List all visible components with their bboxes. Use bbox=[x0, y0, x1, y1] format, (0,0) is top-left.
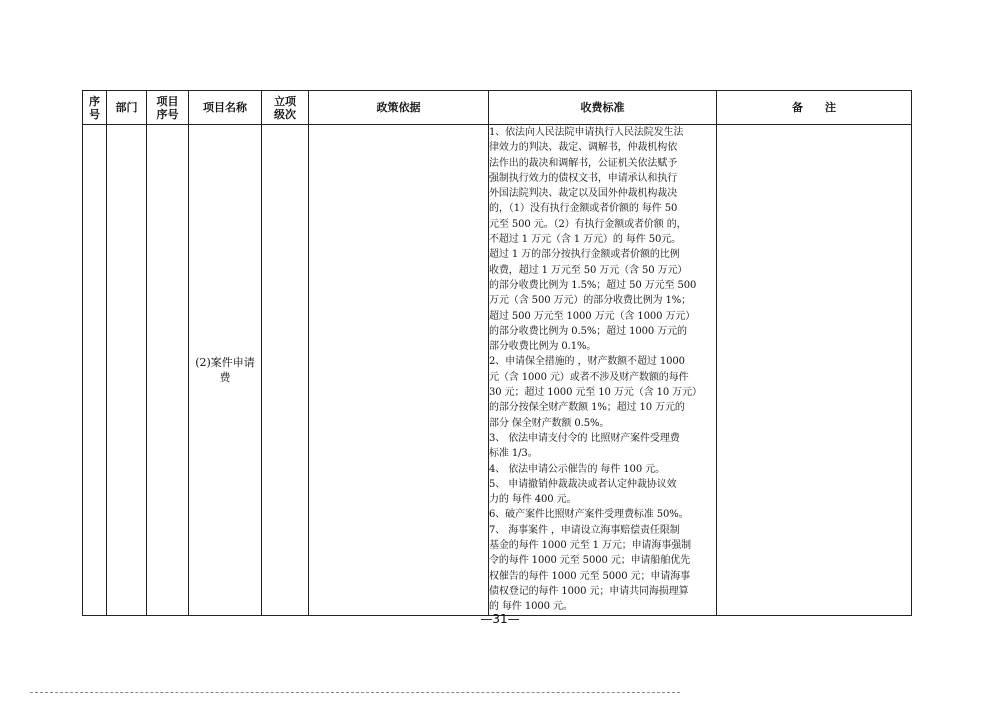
header-item-seq: 项目 序号 bbox=[147, 91, 189, 125]
fee-standard-line: 的，（1）没有执行金额或者价额的 每件 50 bbox=[489, 203, 678, 215]
fee-standard-line: 不超过 1 万元（含 1 万元）的 每件 50元。 bbox=[489, 234, 682, 246]
cell-item-seq bbox=[147, 125, 189, 616]
fee-standard-line: 1、依法向人民法院申请执行人民法院发生法 bbox=[489, 127, 684, 138]
header-remarks: 备 注 bbox=[717, 91, 912, 125]
fee-standard-line: 标准 1/3。 bbox=[489, 448, 538, 460]
cell-level bbox=[262, 125, 309, 616]
header-level: 立项 级次 bbox=[262, 91, 309, 125]
page-number: —31— bbox=[480, 612, 520, 626]
fee-standard-line: 的部分收费比例为 0.5%；超过 1000 万元的 bbox=[489, 325, 687, 337]
fee-standard-line: 收费，超过 1 万元至 50 万元（含 50 万元） bbox=[489, 264, 688, 276]
header-policy: 政策依据 bbox=[309, 91, 489, 125]
cell-standard bbox=[489, 125, 717, 616]
fee-table bbox=[82, 90, 912, 616]
cell-remarks bbox=[717, 125, 912, 616]
fee-standard-line: 的部分收费比例为 1.5%；超过 50 万元至 500 bbox=[489, 279, 697, 291]
fee-standard-line: 力的 每件 400 元。 bbox=[489, 494, 577, 506]
fee-standard-line: 超过 1 万的部分按执行金额或者价额的比例 bbox=[489, 249, 680, 261]
fee-standard-line: 3、 依法申请支付令的 比照财产案件受理费 bbox=[489, 432, 680, 444]
header-standard: 收费标准 bbox=[489, 91, 717, 125]
header-seq: 序 号 bbox=[83, 91, 107, 125]
fee-standard-line: 部分收费比例为 0.1%。 bbox=[489, 341, 597, 353]
fee-standard-line: 的 每件 1000 元。 bbox=[489, 601, 573, 613]
fee-standard-line: 法作出的裁决和调解书，公证机关依法赋予 bbox=[489, 157, 678, 169]
fee-standard-line: 30 元；超过 1000 元至 10 万元（含 10 万元） bbox=[489, 387, 702, 399]
fee-standard-line: 4、 依法申请公示催告的 每件 100 元。 bbox=[489, 463, 665, 475]
fee-standard-line: 2、申请保全措施的 ，财产数额不超过 1000 bbox=[489, 356, 685, 368]
fee-standard-text bbox=[489, 125, 716, 615]
fee-standard-line: 元（含 1000 元）或者不涉及财产数额的每件 bbox=[489, 371, 689, 383]
fee-standard-line: 权催告的每件 1000 元至 5000 元；申请海事 bbox=[489, 570, 691, 582]
fee-standard-line: 5、 申请撤销仲裁裁决或者认定仲裁协议效 bbox=[489, 478, 677, 490]
fee-standard-line: 债权登记的每件 1000 元；申请共同海损理算 bbox=[489, 585, 689, 597]
fee-standard-line: 基金的每件 1000 元至 1 万元；申请海事强制 bbox=[489, 540, 692, 552]
fee-standard-line: 元至 500 元。（2）有执行金额或者价额 的， bbox=[489, 218, 687, 230]
cell-dept bbox=[107, 125, 147, 616]
fee-standard-line: 强制执行效力的债权文书，申请承认和执行 bbox=[489, 172, 678, 184]
header-dept: 部门 bbox=[107, 91, 147, 125]
fee-standard-line: 律效力的判决、裁定、调解书，仲裁机构依 bbox=[489, 142, 678, 154]
item-name-text: (2)案件申请 费 bbox=[195, 355, 255, 384]
cell-policy bbox=[309, 125, 489, 616]
header-item-name: 项目名称 bbox=[189, 91, 262, 125]
fee-standard-line: 万元（含 500 万元）的部分收费比例为 1%； bbox=[489, 295, 692, 307]
cell-item-name bbox=[189, 125, 262, 616]
fee-standard-line: 令的每件 1000 元至 5000 元；申请船舶优先 bbox=[489, 555, 691, 567]
fee-standard-line: 6、破产案件比照财产案件受理费标准 50%。 bbox=[489, 509, 689, 521]
header-row bbox=[83, 91, 912, 125]
cell-seq bbox=[83, 125, 107, 616]
scan-artifact-line bbox=[30, 692, 680, 693]
fee-standard-line: 的部分按保全财产数额 1%；超过 10 万元的 bbox=[489, 402, 685, 414]
fee-standard-line: 7、 海事案件 ，申请设立海事赔偿责任限制 bbox=[489, 524, 680, 536]
fee-standard-line: 超过 500 万元至 1000 万元（含 1000 万元） bbox=[489, 310, 696, 322]
fee-standard-line: 外国法院判决、裁定以及国外仲裁机构裁决 bbox=[489, 188, 678, 200]
fee-standard-line: 部分 保全财产数额 0.5%。 bbox=[489, 417, 610, 429]
table-row bbox=[83, 125, 912, 616]
